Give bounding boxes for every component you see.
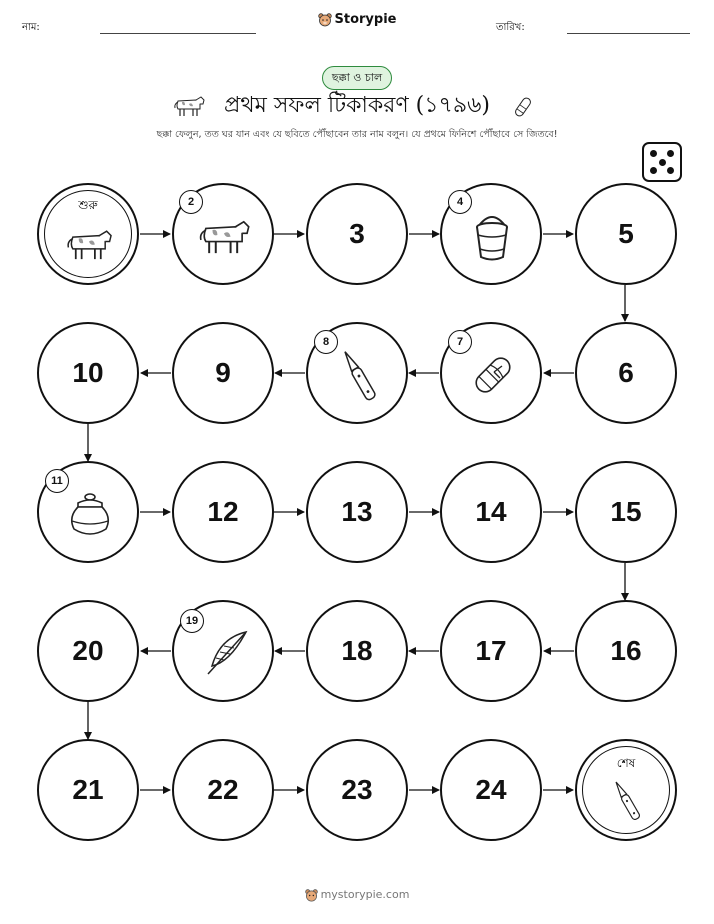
square-number: 21	[72, 774, 104, 805]
start-label: শুরু	[78, 198, 98, 212]
board-square-15[interactable]	[575, 461, 677, 563]
board-square-13[interactable]	[306, 461, 408, 563]
square-number: 3	[349, 218, 365, 249]
square-number: 5	[618, 218, 634, 249]
square-number: 16	[610, 635, 642, 666]
board-square-14[interactable]	[440, 461, 542, 563]
square-number-badge: 11	[45, 469, 69, 493]
lancet-icon	[336, 346, 382, 406]
square-number-badge: 7	[448, 330, 472, 354]
board-square-21[interactable]	[37, 739, 139, 841]
cow-icon	[196, 213, 252, 257]
quill-icon	[200, 628, 252, 680]
square-number: 22	[207, 774, 239, 805]
footer-url[interactable]: mystorypie.com	[320, 888, 410, 901]
board-square-18[interactable]	[306, 600, 408, 702]
square-number-badge: 4	[448, 190, 472, 214]
end-label: শেষ	[616, 756, 636, 770]
board-square-3[interactable]	[306, 183, 408, 285]
name-label: নাম:	[22, 22, 40, 33]
instructions: ছক্কা ফেলুন, তত ঘর যান এবং যে ছবিতে পৌঁছাবেন তার নাম বলুন। যে প্রথমে ফিনিশে পৌঁছাবে সে জিতবে!	[156, 129, 558, 140]
scroll-icon	[468, 350, 518, 400]
board-square-6[interactable]	[575, 322, 677, 424]
square-number: 14	[475, 496, 507, 527]
board-square-17[interactable]	[440, 600, 542, 702]
square-number: 15	[610, 496, 642, 527]
board-square-24[interactable]	[440, 739, 542, 841]
cow-icon	[64, 223, 114, 263]
square-number: 12	[207, 496, 239, 527]
brand-name: Storypie	[334, 12, 397, 27]
board-square-10[interactable]	[37, 322, 139, 424]
square-number-badge: 2	[179, 190, 203, 214]
date-label: তারিখ:	[496, 22, 525, 33]
lancet-icon	[609, 777, 645, 825]
board-square-5[interactable]	[575, 183, 677, 285]
footer	[0, 888, 714, 902]
square-number: 23	[341, 774, 373, 805]
jar-icon	[66, 491, 114, 541]
board-square-20[interactable]	[37, 600, 139, 702]
bucket-icon	[470, 209, 514, 265]
square-number: 9	[215, 357, 231, 388]
page-title: প্রথম সফল টিকাকরণ (১৭৯৬)	[223, 93, 491, 118]
board-square-9[interactable]	[172, 322, 274, 424]
square-number: 13	[341, 496, 373, 527]
board-square-end[interactable]	[575, 739, 677, 841]
square-number: 18	[341, 635, 373, 666]
square-number-badge: 8	[314, 330, 338, 354]
board-square-16[interactable]	[575, 600, 677, 702]
board-square-22[interactable]	[172, 739, 274, 841]
square-number: 6	[618, 357, 634, 388]
board-square-start[interactable]	[37, 183, 139, 285]
square-number: 10	[72, 357, 104, 388]
square-number-badge: 19	[180, 609, 204, 633]
bear-icon	[305, 889, 318, 902]
square-number: 17	[475, 635, 507, 666]
square-number: 24	[475, 774, 507, 805]
board-square-23[interactable]	[306, 739, 408, 841]
board-square-12[interactable]	[172, 461, 274, 563]
game-type-badge: ছক্কা ও চাল	[322, 66, 392, 90]
square-number: 20	[72, 635, 104, 666]
